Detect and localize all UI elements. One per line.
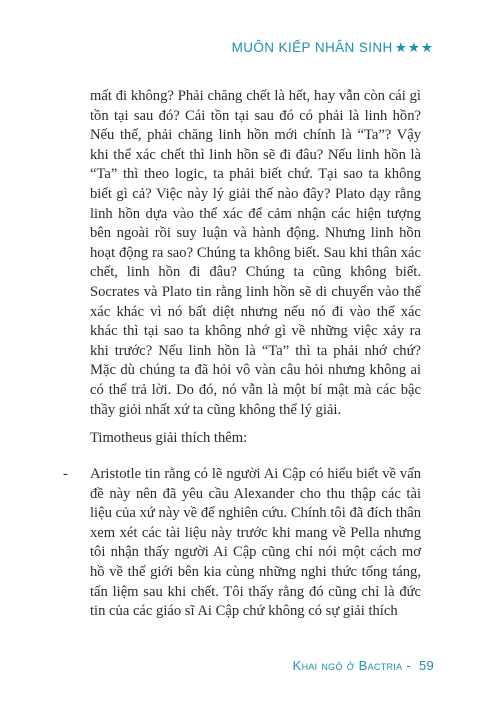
chapter-title: Khai ngộ ở Bactria - — [292, 658, 411, 673]
star-rating-icon: ★★★ — [394, 40, 434, 55]
book-title: MUÔN KIẾP NHÂN SINH — [231, 40, 393, 55]
running-head — [232, 40, 434, 56]
body-paragraph-2: Timotheus giải thích thêm: — [90, 430, 248, 446]
dialogue-dash: - — [63, 466, 68, 482]
body-paragraph-1: mất đi không? Phải chăng chết là hết, hay vẫn còn cái gì tồn tại sau đó? Cái tồn tại sau đó có phải là linh hồn? Nếu thế, phải chăng linh hồn mới chính là “Ta”? Vậy khi thể xác chết thì linh hồn sẽ đi đâu? Nếu linh hồn là “Ta” thì theo logic, ta phải biết chứ. Tại sao ta không biết gì cả? Việc này lý giải thế nào đây? Plato dạy rằng linh hồn dựa vào thể xác để cảm nhận các hiện tượng bên ngoài rồi suy luận và hành động. Nhưng linh hồn hoạt động ra sao? Chúng ta không biết. Sau khi thân xác chết, linh hồn đi đâu? Chúng ta cũng không biết. Socrates và Plato tin rằng linh hồn sẽ di chuyển vào thể xác khác vì nó bất diệt nhưng nếu nó đi vào thể xác khác thì tại sao ta không nhớ gì về những việc xảy ra khi trước? Nếu linh hồn là “Ta” thì ta phải nhớ chứ? Mặc dù chúng ta đã hỏi vô vàn câu hỏi nhưng không ai có thể trả lời. Do đó, nó vẫn là một bí mật mà các bậc thầy giỏi nhất xứ ta cũng không thể lý giải. — [90, 88, 421, 418]
body-paragraph-3: Aristotle tin rằng có lẽ người Ai Cập có hiểu biết về vấn đề này nên đã yêu cầu Alexander cho thu thập các tài liệu của xứ này về để nghiên cứu. Chính tôi đã đích thân xem xét các tài liệu này trước khi mang về Pella nhưng tôi nhận thấy người Ai Cập cũng chỉ nói một cách mơ hồ về thế giới bên kia cùng những nghi thức tống táng, tẩn liệm sau khi chết. Tôi thấy rằng đó cũng chỉ là đức tin của các giáo sĩ Ai Cập chứ không có sự giải thích — [90, 466, 421, 620]
page-footer — [293, 658, 434, 673]
page-number: 59 — [418, 658, 434, 673]
dialogue-item — [63, 465, 421, 622]
